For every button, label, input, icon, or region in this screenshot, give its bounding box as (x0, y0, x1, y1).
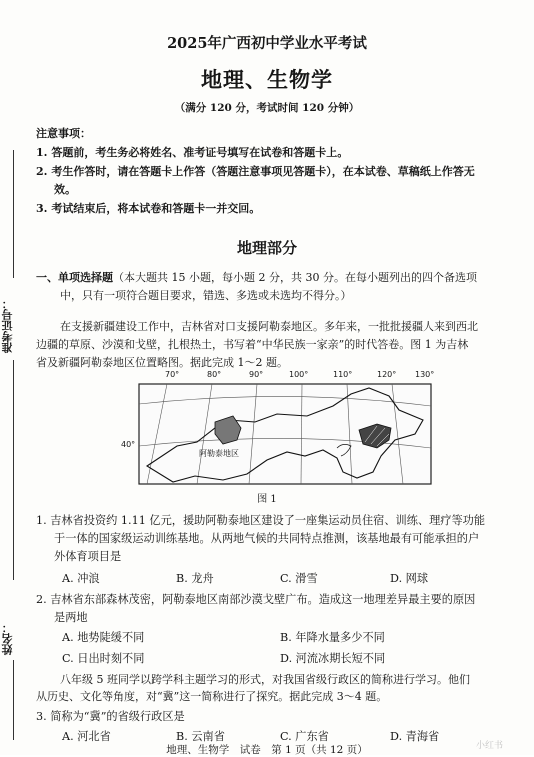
ticket-number-label: 准考证号： (1, 298, 14, 353)
location-map (121, 370, 435, 488)
option-b: B. 龙舟 (176, 572, 214, 585)
longitude-label: 90° (249, 370, 264, 379)
option-c: C. 广东省 (280, 730, 329, 743)
latitude-label: 40° (121, 440, 136, 449)
region-label: 阿勒泰地区 (199, 449, 239, 458)
section-title: 地理部分 (236, 239, 297, 257)
option-a: A. 河北省 (62, 730, 111, 743)
note-item: 效。 (54, 183, 76, 196)
longitude-label: 100° (289, 370, 309, 379)
intro-paragraph-line: 从历史、文化等角度，对“冀”这一简称进行了探究。据此完成 3～4 题。 (36, 690, 388, 703)
option-d: D. 青海省 (390, 730, 440, 743)
name-line (13, 660, 14, 740)
name-label: 姓名： (1, 622, 14, 655)
option-a: A. 地势陡缓不同 (62, 631, 145, 644)
question-line: 外体育项目是 (54, 550, 122, 563)
question-line: 3. 简称为“冀”的省级行政区是 (36, 710, 185, 723)
figure-caption: 图 1 (257, 494, 277, 505)
option-b: B. 云南省 (176, 730, 225, 743)
intro-paragraph-line: 八年级 5 班同学以跨学科主题学习的形式，对我国省级行政区的简称进行学习。他们 (60, 673, 470, 686)
intro-paragraph-line: 在支援新疆建设工作中，吉林省对口支援阿勒泰地区。多年来，一批批援疆人来到西北 (60, 320, 478, 333)
option-a: A. 冲浪 (62, 572, 100, 585)
option-d: D. 河流冰期长短不同 (280, 652, 386, 665)
note-item: 2. 考生作答时，请在答题卡上作答（答题注意事项见答题卡），在本试卷、草稿纸上作答无 (36, 165, 475, 178)
sidebar-divider-line (13, 360, 14, 580)
intro-paragraph-line: 省及新疆阿勒泰地区位置略图。据此完成 1～2 题。 (36, 356, 288, 369)
option-d: D. 网球 (390, 572, 429, 585)
subject-title: 地理、生物学 (201, 67, 333, 92)
ticket-number-line (13, 150, 14, 278)
longitude-label: 80° (207, 370, 222, 379)
question-line: 是两地 (54, 611, 88, 624)
question-line: 于一体的国家级运动训练基地。从两地气候的共同特点推测，该基地最有可能承担的户 (54, 532, 480, 545)
longitude-label: 130° (415, 370, 435, 379)
note-item: 1. 答题前，考生务必将姓名、准考证号填写在试卷和答题卡上。 (36, 146, 349, 159)
notes-heading: 注意事项： (36, 127, 91, 140)
map-graphic (137, 376, 433, 488)
longitude-label: 110° (333, 370, 353, 379)
part1-heading-bold: 一、单项选择题 (36, 271, 113, 284)
question-line: 1. 吉林省投资约 1.11 亿元，援助阿勒泰地区建设了一座集运动员住宿、训练、理疗等功能 (36, 514, 486, 527)
part1-heading (36, 270, 477, 286)
longitude-label: 70° (165, 370, 180, 379)
longitude-label: 120° (377, 370, 397, 379)
score-time: （满分 120 分，考试时间 120 分钟） (174, 102, 360, 114)
page-footer: 地理、生物学 试卷 第 1 页（共 12 页） (166, 744, 368, 756)
exam-title: 2025年广西初中学业水平考试 (167, 35, 367, 52)
watermark: 小红书 (476, 741, 504, 751)
option-b: B. 年降水量多少不同 (280, 631, 385, 644)
note-item: 3. 考试结束后，将本试卷和答题卡一并交回。 (36, 202, 261, 215)
part1-heading-line2: 中，只有一项符合题目要求，错选、多选或未选均不得分。） (60, 289, 352, 302)
intro-paragraph-line: 边疆的草原、沙漠和戈壁，扎根热土，书写着“中华民族一家亲”的时代答卷。图 1 为吉林 (36, 338, 469, 351)
question-line: 2. 吉林省东部森林茂密，阿勒泰地区南部沙漠戈壁广布。造成这一地理差异最主要的原因 (36, 593, 476, 606)
option-c: C. 滑雪 (280, 572, 318, 585)
part1-heading-rest: （本大题共 15 小题，每小题 2 分，共 30 分。在每小题列出的四个备选项 (113, 271, 477, 284)
option-c: C. 日出时刻不同 (62, 652, 145, 665)
